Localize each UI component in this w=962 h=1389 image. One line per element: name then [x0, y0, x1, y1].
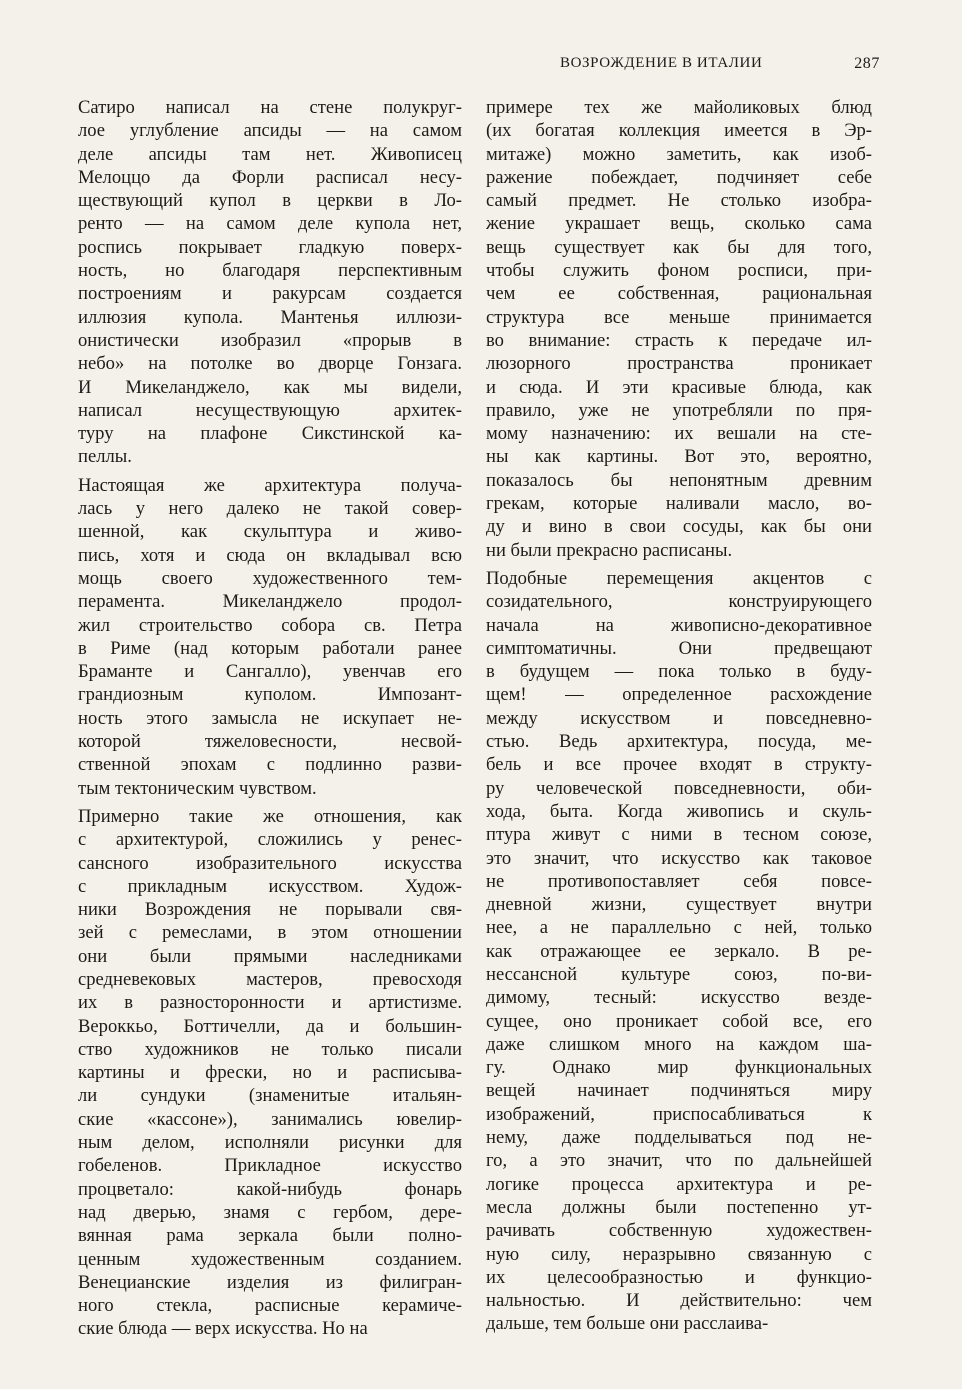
text-line: ство художников не только писали	[78, 1038, 462, 1060]
text-line: которой тяжеловесности, несвой-	[78, 731, 462, 753]
text-line: нему, даже подделываться под не-	[486, 1127, 872, 1149]
text-line: митаже) можно заметить, как изоб-	[486, 143, 872, 165]
text-line: ду и вино в свои сосуды, как бы они	[486, 516, 872, 538]
text-line: их в разносторонности и артистизме.	[78, 992, 462, 1014]
text-line: чтобы служить фоном росписи, при-	[486, 260, 872, 282]
text-line: шенной, как скульптура и живо-	[78, 521, 462, 543]
text-line: Венецианские изделия из филигран-	[78, 1271, 462, 1293]
text-line: сансного изобразительного искусства	[78, 852, 462, 874]
text-line: мощь своего художественного тем-	[78, 567, 462, 589]
text-line: небо» на потолке во дворце Гонзага.	[78, 353, 462, 375]
text-line: ренто — на самом деле купола нет,	[78, 213, 462, 235]
text-line: картины и фрески, но и расписыва-	[78, 1062, 462, 1084]
text-line: ники Возрождения не порывали свя-	[78, 899, 462, 921]
text-line: ного стекла, расписные керамиче-	[78, 1295, 462, 1317]
text-line: перамента. Микеланджело продол-	[78, 591, 462, 613]
text-line: Вероккьо, Боттичелли, да и большин-	[78, 1015, 462, 1037]
text-line: не противопоставляет себя повсе-	[486, 870, 872, 892]
text-line: вещей начинает подчиняться миру	[486, 1080, 872, 1102]
text-line: хода, быта. Когда живопись и скуль-	[486, 800, 872, 822]
text-line: ность этого замысла не искупает не-	[78, 707, 462, 729]
text-line: онистически изобразил «прорыв в	[78, 329, 462, 351]
text-line: и сюда. И эти красивые блюда, как	[486, 376, 872, 398]
text-line: ражение побеждает, подчиняет себе	[486, 166, 872, 188]
text-line: ществующий купол в церкви в Ло-	[78, 190, 462, 212]
paragraph	[78, 805, 462, 1341]
text-line: димому, тесный: искусство везде-	[486, 987, 872, 1009]
text-line: роспись покрывает гладкую поверх-	[78, 236, 462, 258]
text-line: нессансной культуре союз, по-ви-	[486, 963, 872, 985]
text-line: ность, но благодаря перспективным	[78, 260, 462, 282]
text-line: ценным художественным созданием.	[78, 1248, 462, 1270]
text-line: с прикладным искусством. Худож-	[78, 875, 462, 897]
text-line: Примерно такие же отношения, как	[78, 805, 462, 827]
text-line: зей с ремеслами, в этом отношении	[78, 922, 462, 944]
text-line: симптоматичны. Они предвещают	[486, 637, 872, 659]
text-line: жение украшает вещь, сколько сама	[486, 213, 872, 235]
paragraph	[78, 96, 462, 469]
text-line: Подобные перемещения акцентов с	[486, 567, 872, 589]
text-line: птура живут с ними в тесном союзе,	[486, 824, 872, 846]
text-line: И Микеланджело, как мы видели,	[78, 376, 462, 398]
text-line: Сатиро написал на стене полукруг-	[78, 97, 462, 118]
text-line: ли сундуки (знаменитые итальян-	[78, 1085, 462, 1107]
text-line: деле апсиды там нет. Живописец	[78, 143, 462, 165]
text-line: процветало: какой-нибудь фонарь	[78, 1178, 462, 1200]
text-line: над дверью, знамя с гербом, дере-	[78, 1201, 462, 1223]
text-line: Настоящая же архитектура получа-	[78, 474, 462, 496]
text-line: ские блюда — верх искусства. Но на	[78, 1318, 368, 1340]
text-line: стью. Ведь архитектура, посуда, ме-	[486, 731, 872, 753]
text-line: изображений, приспосабливаться к	[486, 1103, 872, 1125]
text-line: бель и все прочее входят в структу-	[486, 754, 872, 776]
text-line: ную силу, неразрывно связанную с	[486, 1243, 872, 1265]
paragraph	[486, 96, 872, 562]
text-line: примере тех же майоликовых блюд	[486, 97, 872, 118]
text-line: средневековых мастеров, превосходя	[78, 968, 462, 990]
text-line: Браманте и Сангалло), увенчав его	[78, 661, 462, 683]
text-line: вещь существует как бы для того,	[486, 236, 872, 258]
text-line: вянная рама зеркала были полно-	[78, 1225, 462, 1247]
text-line: жил строительство собора св. Петра	[78, 614, 462, 636]
page-number: 287	[854, 55, 880, 72]
text-line: дальше, тем больше они расслаива-	[486, 1313, 769, 1335]
text-line: туру на плафоне Сикстинской ка-	[78, 423, 462, 445]
text-line: показалось бы непонятным древним	[486, 469, 872, 491]
text-line: ру человеческой повседневности, оби-	[486, 777, 872, 799]
text-line: с архитектурой, сложились у ренес-	[78, 829, 462, 851]
text-line: структура все меньше принимается	[486, 306, 872, 328]
text-line: нальностью. И действительно: чем	[486, 1290, 872, 1312]
text-line: пеллы.	[78, 446, 132, 468]
text-line: гу. Однако мир функциональных	[486, 1057, 872, 1079]
text-line: построениям и ракурсам создается	[78, 283, 462, 305]
text-line: во внимание: страсть к передаче ил-	[486, 329, 872, 351]
text-line: правило, уже не употребляли по пря-	[486, 399, 872, 421]
text-line: Мелоццо да Форли расписал несу-	[78, 166, 462, 188]
text-line: мому назначению: их вешали на сте-	[486, 423, 872, 445]
text-line: логике процесса архитектура и ре-	[486, 1173, 872, 1195]
text-line: лое углубление апсиды — на самом	[78, 120, 462, 142]
text-line: го, а это значит, что по дальнейшей	[486, 1150, 872, 1172]
text-line: ственной эпохам с подлинно разви-	[78, 754, 462, 776]
paragraph	[486, 567, 872, 1336]
text-line: созидательного, конструирующего	[486, 591, 872, 613]
left-text-column	[78, 96, 462, 1341]
text-line: гобеленов. Прикладное искусство	[78, 1155, 462, 1177]
right-text-column	[486, 96, 872, 1336]
running-head-title: ВОЗРОЖДЕНИЕ В ИТАЛИИ	[560, 55, 763, 71]
text-line: рачивать собственную художествен-	[486, 1220, 872, 1242]
paragraph	[78, 474, 462, 800]
text-line: написал несуществующую архитек-	[78, 399, 462, 421]
text-line: как отражающее ее зеркало. В ре-	[486, 940, 872, 962]
text-line: в Риме (над которым работали ранее	[78, 637, 462, 659]
text-line: чем ее собственная, рациональная	[486, 283, 872, 305]
text-line: ни были прекрасно расписаны.	[486, 539, 733, 561]
running-head	[560, 55, 880, 77]
text-line: лась у него далеко не такой совер-	[78, 498, 462, 520]
text-line: грандиозным куполом. Импозант-	[78, 684, 462, 706]
text-line: грекам, которые наливали масло, во-	[486, 493, 872, 515]
text-line: тым тектоническим чувством.	[78, 777, 317, 799]
text-line: ны как картины. Вот это, вероятно,	[486, 446, 872, 468]
text-line: между искусством и повседневно-	[486, 707, 872, 729]
text-line: это значит, что искусство как таковое	[486, 847, 872, 869]
text-line: щем! — определенное расхождение	[486, 684, 872, 706]
text-line: (их богатая коллекция имеется в Эр-	[486, 120, 872, 142]
text-line: дневной жизни, существует внутри	[486, 894, 872, 916]
text-line: даже слишком много на каждом ша-	[486, 1033, 872, 1055]
text-line: их целесообразностью и функцио-	[486, 1266, 872, 1288]
text-line: нее, а не параллельно с ней, только	[486, 917, 872, 939]
text-line: они были прямыми наследниками	[78, 945, 462, 967]
text-line: пись, хотя и сюда он вкладывал всю	[78, 544, 462, 566]
text-line: самый предмет. Не столько изобра-	[486, 190, 872, 212]
text-line: начала на живописно-декоративное	[486, 614, 872, 636]
text-line: ным делом, исполняли рисунки для	[78, 1132, 462, 1154]
text-line: ские «кассоне»), занимались ювелир-	[78, 1108, 462, 1130]
text-line: иллюзия купола. Мантенья иллюзи-	[78, 306, 462, 328]
text-line: люзорного пространства проникает	[486, 353, 872, 375]
text-line: сущее, оно проникает собой все, его	[486, 1010, 872, 1032]
text-line: в будущем — пока только в буду-	[486, 661, 872, 683]
text-line: месла должны были постепенно ут-	[486, 1196, 872, 1218]
